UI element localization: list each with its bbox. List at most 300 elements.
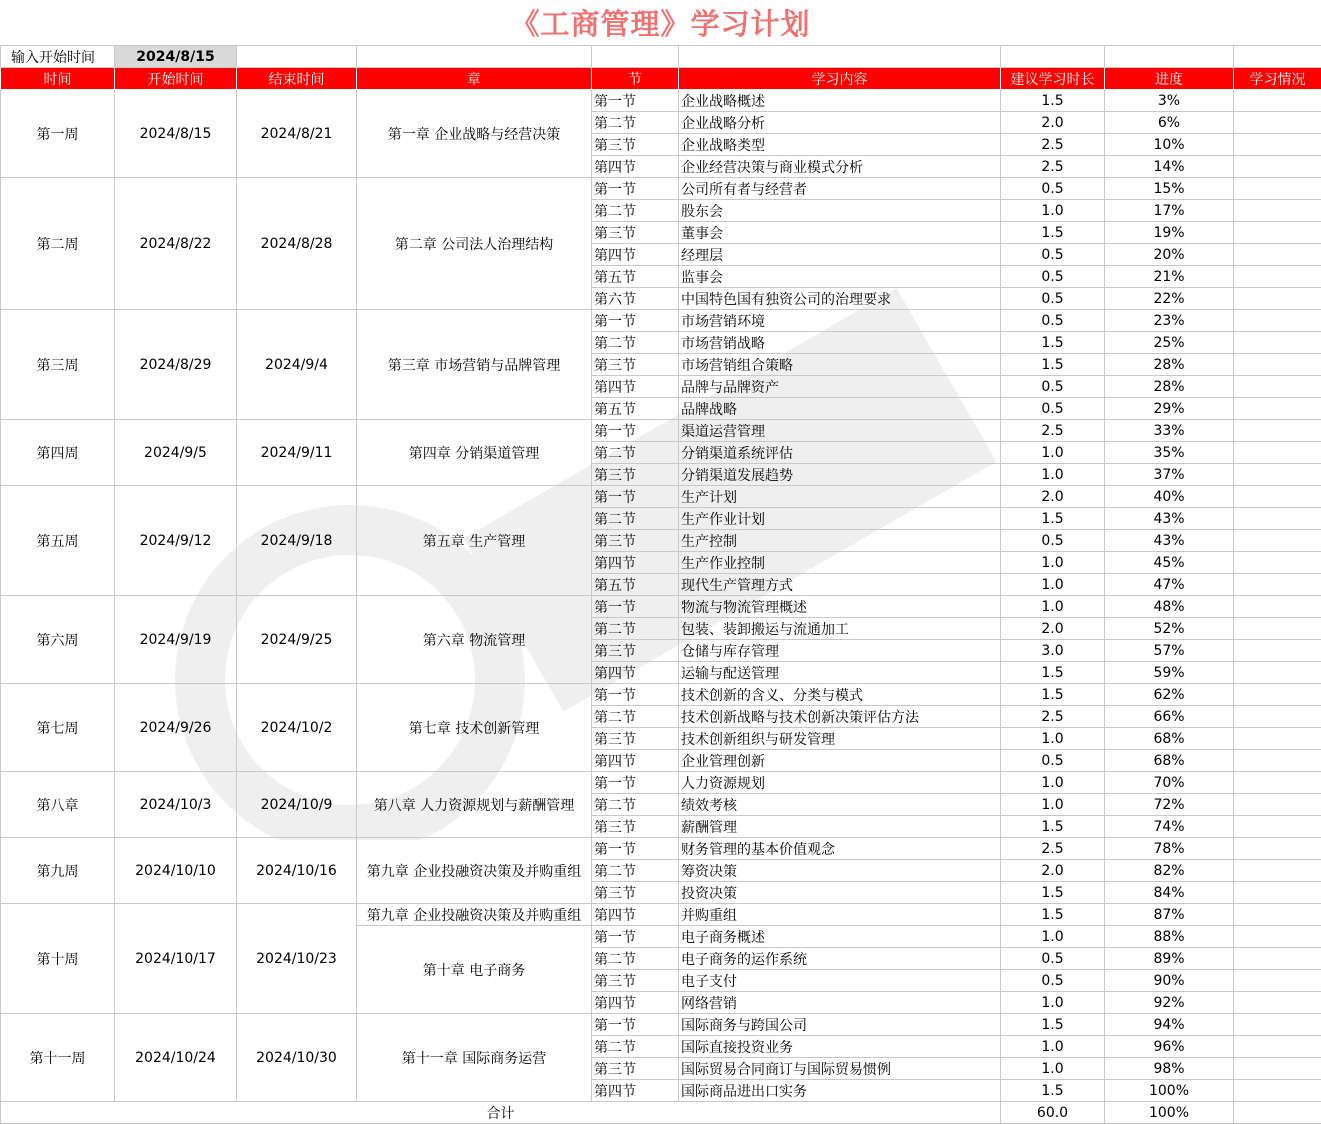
progress-cell: 22%	[1105, 288, 1234, 310]
progress-cell: 92%	[1105, 992, 1234, 1014]
progress-cell: 10%	[1105, 134, 1234, 156]
status-cell[interactable]	[1234, 618, 1321, 640]
total-hours: 60.0	[1001, 1102, 1105, 1124]
content-cell: 品牌与品牌资产	[679, 376, 1001, 398]
end-date-cell: 2024/10/23	[237, 904, 357, 1014]
section-cell: 第一节	[592, 1014, 679, 1036]
progress-cell: 28%	[1105, 376, 1234, 398]
content-cell: 企业管理创新	[679, 750, 1001, 772]
status-cell[interactable]	[1234, 970, 1321, 992]
progress-cell: 15%	[1105, 178, 1234, 200]
hours-cell: 0.5	[1001, 288, 1105, 310]
study-plan-table	[0, 45, 1321, 1124]
content-cell: 中国特色国有独资公司的治理要求	[679, 288, 1001, 310]
content-cell: 企业经营决策与商业模式分析	[679, 156, 1001, 178]
hours-cell: 2.0	[1001, 860, 1105, 882]
content-cell: 企业战略分析	[679, 112, 1001, 134]
start-time-label: 输入开始时间	[1, 46, 115, 68]
section-cell: 第四节	[592, 662, 679, 684]
start-time-input[interactable]: 2024/8/15	[115, 46, 237, 68]
status-cell[interactable]	[1234, 662, 1321, 684]
progress-cell: 14%	[1105, 156, 1234, 178]
status-cell[interactable]	[1234, 860, 1321, 882]
progress-cell: 96%	[1105, 1036, 1234, 1058]
section-cell: 第一节	[592, 420, 679, 442]
content-cell: 电子支付	[679, 970, 1001, 992]
section-cell: 第一节	[592, 838, 679, 860]
progress-cell: 68%	[1105, 750, 1234, 772]
hours-cell: 1.0	[1001, 552, 1105, 574]
status-cell[interactable]	[1234, 134, 1321, 156]
week-cell: 第二周	[1, 178, 115, 310]
progress-cell: 17%	[1105, 200, 1234, 222]
content-cell: 包装、装卸搬运与流通加工	[679, 618, 1001, 640]
page-title: 《工商管理》学习计划	[510, 7, 811, 41]
total-status[interactable]	[1234, 1102, 1321, 1124]
week-cell: 第七周	[1, 684, 115, 772]
progress-cell: 87%	[1105, 904, 1234, 926]
content-cell: 现代生产管理方式	[679, 574, 1001, 596]
status-cell[interactable]	[1234, 266, 1321, 288]
section-cell: 第四节	[592, 1080, 679, 1102]
status-cell[interactable]	[1234, 794, 1321, 816]
section-cell: 第一节	[592, 90, 679, 112]
start-date-cell: 2024/10/10	[115, 838, 237, 904]
progress-cell: 62%	[1105, 684, 1234, 706]
section-cell: 第三节	[592, 1058, 679, 1080]
section-cell: 第二节	[592, 618, 679, 640]
chapter-cell: 第十一章 国际商务运营	[357, 1014, 592, 1102]
start-date-cell: 2024/9/19	[115, 596, 237, 684]
section-cell: 第二节	[592, 508, 679, 530]
progress-cell: 88%	[1105, 926, 1234, 948]
week-cell: 第六周	[1, 596, 115, 684]
hours-cell: 1.5	[1001, 332, 1105, 354]
hours-cell: 2.0	[1001, 112, 1105, 134]
progress-cell: 66%	[1105, 706, 1234, 728]
hours-cell: 1.5	[1001, 1014, 1105, 1036]
content-cell: 市场营销环境	[679, 310, 1001, 332]
section-cell: 第三节	[592, 464, 679, 486]
status-cell[interactable]	[1234, 90, 1321, 112]
progress-cell: 23%	[1105, 310, 1234, 332]
status-cell[interactable]	[1234, 420, 1321, 442]
header-cell: 时间	[1, 68, 115, 90]
status-cell[interactable]	[1234, 530, 1321, 552]
hours-cell: 2.5	[1001, 838, 1105, 860]
hours-cell: 1.0	[1001, 794, 1105, 816]
content-cell: 人力资源规划	[679, 772, 1001, 794]
status-cell[interactable]	[1234, 310, 1321, 332]
section-cell: 第三节	[592, 882, 679, 904]
status-cell[interactable]	[1234, 222, 1321, 244]
content-cell: 企业战略类型	[679, 134, 1001, 156]
hours-cell: 0.5	[1001, 310, 1105, 332]
section-cell: 第二节	[592, 112, 679, 134]
section-cell: 第三节	[592, 354, 679, 376]
hours-cell: 1.0	[1001, 1058, 1105, 1080]
chapter-cell: 第四章 分销渠道管理	[357, 420, 592, 486]
end-date-cell: 2024/9/11	[237, 420, 357, 486]
status-cell[interactable]	[1234, 772, 1321, 794]
status-cell[interactable]	[1234, 1014, 1321, 1036]
chapter-cell: 第六章 物流管理	[357, 596, 592, 684]
content-cell: 筹资决策	[679, 860, 1001, 882]
status-cell[interactable]	[1234, 640, 1321, 662]
content-cell: 市场营销组合策略	[679, 354, 1001, 376]
hours-cell: 1.5	[1001, 508, 1105, 530]
content-cell: 渠道运营管理	[679, 420, 1001, 442]
progress-cell: 19%	[1105, 222, 1234, 244]
content-cell: 投资决策	[679, 882, 1001, 904]
table-row	[1, 178, 1321, 200]
status-cell[interactable]	[1234, 552, 1321, 574]
chapter-cell: 第一章 企业战略与经营决策	[357, 90, 592, 178]
progress-cell: 35%	[1105, 442, 1234, 464]
progress-cell: 94%	[1105, 1014, 1234, 1036]
section-cell: 第二节	[592, 860, 679, 882]
progress-cell: 78%	[1105, 838, 1234, 860]
section-cell: 第三节	[592, 728, 679, 750]
header-cell: 建议学习时长	[1001, 68, 1105, 90]
total-row	[1, 1102, 1321, 1124]
content-cell: 绩效考核	[679, 794, 1001, 816]
section-cell: 第二节	[592, 948, 679, 970]
progress-cell: 74%	[1105, 816, 1234, 838]
section-cell: 第五节	[592, 266, 679, 288]
status-cell[interactable]	[1234, 354, 1321, 376]
hours-cell: 3.0	[1001, 640, 1105, 662]
section-cell: 第一节	[592, 178, 679, 200]
hours-cell: 1.5	[1001, 1080, 1105, 1102]
start-date-cell: 2024/8/22	[115, 178, 237, 310]
content-cell: 技术创新的含义、分类与模式	[679, 684, 1001, 706]
hours-cell: 0.5	[1001, 376, 1105, 398]
section-cell: 第四节	[592, 992, 679, 1014]
status-cell[interactable]	[1234, 684, 1321, 706]
content-cell: 技术创新组织与研发管理	[679, 728, 1001, 750]
chapter-cell: 第三章 市场营销与品牌管理	[357, 310, 592, 420]
progress-cell: 43%	[1105, 530, 1234, 552]
status-cell[interactable]	[1234, 1058, 1321, 1080]
status-cell[interactable]	[1234, 882, 1321, 904]
hours-cell: 0.5	[1001, 398, 1105, 420]
progress-cell: 21%	[1105, 266, 1234, 288]
progress-cell: 100%	[1105, 1080, 1234, 1102]
section-cell: 第五节	[592, 398, 679, 420]
end-date-cell: 2024/9/4	[237, 310, 357, 420]
section-cell: 第二节	[592, 332, 679, 354]
content-cell: 生产作业控制	[679, 552, 1001, 574]
progress-cell: 59%	[1105, 662, 1234, 684]
progress-cell: 82%	[1105, 860, 1234, 882]
end-date-cell: 2024/9/25	[237, 596, 357, 684]
total-label: 合计	[1, 1102, 1001, 1124]
week-cell: 第四周	[1, 420, 115, 486]
end-date-cell: 2024/8/21	[237, 90, 357, 178]
hours-cell: 0.5	[1001, 530, 1105, 552]
table-row	[1, 486, 1321, 508]
progress-cell: 3%	[1105, 90, 1234, 112]
status-cell[interactable]	[1234, 112, 1321, 134]
section-cell: 第三节	[592, 640, 679, 662]
content-cell: 公司所有者与经营者	[679, 178, 1001, 200]
week-cell: 第九周	[1, 838, 115, 904]
hours-cell: 0.5	[1001, 750, 1105, 772]
content-cell: 市场营销战略	[679, 332, 1001, 354]
content-cell: 财务管理的基本价值观念	[679, 838, 1001, 860]
hours-cell: 1.0	[1001, 200, 1105, 222]
header-cell: 进度	[1105, 68, 1234, 90]
status-cell[interactable]	[1234, 948, 1321, 970]
content-cell: 企业战略概述	[679, 90, 1001, 112]
progress-cell: 6%	[1105, 112, 1234, 134]
section-cell: 第四节	[592, 904, 679, 926]
status-cell[interactable]	[1234, 464, 1321, 486]
total-progress: 100%	[1105, 1102, 1234, 1124]
end-date-cell: 2024/8/28	[237, 178, 357, 310]
hours-cell: 0.5	[1001, 970, 1105, 992]
section-cell: 第一节	[592, 596, 679, 618]
status-cell[interactable]	[1234, 156, 1321, 178]
hours-cell: 1.0	[1001, 596, 1105, 618]
status-cell[interactable]	[1234, 706, 1321, 728]
table-row	[1, 684, 1321, 706]
hours-cell: 1.5	[1001, 354, 1105, 376]
hours-cell: 1.5	[1001, 816, 1105, 838]
content-cell: 薪酬管理	[679, 816, 1001, 838]
chapter-cell: 第十章 电子商务	[357, 926, 592, 1014]
table-row	[1, 90, 1321, 112]
status-cell[interactable]	[1234, 750, 1321, 772]
section-cell: 第六节	[592, 288, 679, 310]
status-cell[interactable]	[1234, 442, 1321, 464]
content-cell: 技术创新战略与技术创新决策评估方法	[679, 706, 1001, 728]
status-cell[interactable]	[1234, 332, 1321, 354]
progress-cell: 70%	[1105, 772, 1234, 794]
section-cell: 第二节	[592, 442, 679, 464]
progress-cell: 25%	[1105, 332, 1234, 354]
week-cell: 第十周	[1, 904, 115, 1014]
hours-cell: 2.5	[1001, 134, 1105, 156]
table-row	[1, 1014, 1321, 1036]
start-date-cell: 2024/9/26	[115, 684, 237, 772]
section-cell: 第三节	[592, 134, 679, 156]
header-cell: 节	[592, 68, 679, 90]
end-date-cell: 2024/9/18	[237, 486, 357, 596]
hours-cell: 1.0	[1001, 1036, 1105, 1058]
content-cell: 董事会	[679, 222, 1001, 244]
content-cell: 物流与物流管理概述	[679, 596, 1001, 618]
hours-cell: 1.0	[1001, 728, 1105, 750]
status-cell[interactable]	[1234, 596, 1321, 618]
hours-cell: 0.5	[1001, 244, 1105, 266]
chapter-cell: 第七章 技术创新管理	[357, 684, 592, 772]
header-cell: 学习情况	[1234, 68, 1321, 90]
table-row	[1, 904, 1321, 926]
status-cell[interactable]	[1234, 376, 1321, 398]
status-cell[interactable]	[1234, 200, 1321, 222]
hours-cell: 1.0	[1001, 464, 1105, 486]
content-cell: 分销渠道发展趋势	[679, 464, 1001, 486]
header-cell: 开始时间	[115, 68, 237, 90]
section-cell: 第一节	[592, 772, 679, 794]
table-row	[1, 310, 1321, 332]
end-date-cell: 2024/10/2	[237, 684, 357, 772]
content-cell: 经理层	[679, 244, 1001, 266]
progress-cell: 89%	[1105, 948, 1234, 970]
section-cell: 第四节	[592, 750, 679, 772]
status-cell[interactable]	[1234, 244, 1321, 266]
content-cell: 股东会	[679, 200, 1001, 222]
hours-cell: 2.5	[1001, 706, 1105, 728]
progress-cell: 68%	[1105, 728, 1234, 750]
week-cell: 第一周	[1, 90, 115, 178]
hours-cell: 1.5	[1001, 662, 1105, 684]
start-date-cell: 2024/8/29	[115, 310, 237, 420]
section-cell: 第二节	[592, 1036, 679, 1058]
start-date-cell: 2024/10/3	[115, 772, 237, 838]
section-cell: 第一节	[592, 310, 679, 332]
progress-cell: 43%	[1105, 508, 1234, 530]
section-cell: 第二节	[592, 794, 679, 816]
start-date-cell: 2024/9/12	[115, 486, 237, 596]
hours-cell: 1.0	[1001, 992, 1105, 1014]
progress-cell: 33%	[1105, 420, 1234, 442]
chapter-cell: 第九章 企业投融资决策及并购重组	[357, 904, 592, 926]
section-cell: 第三节	[592, 222, 679, 244]
content-cell: 国际商品进出口实务	[679, 1080, 1001, 1102]
hours-cell: 2.0	[1001, 618, 1105, 640]
week-cell: 第十一周	[1, 1014, 115, 1102]
section-cell: 第四节	[592, 376, 679, 398]
section-cell: 第二节	[592, 706, 679, 728]
section-cell: 第三节	[592, 970, 679, 992]
hours-cell: 1.5	[1001, 90, 1105, 112]
status-cell[interactable]	[1234, 904, 1321, 926]
content-cell: 电子商务概述	[679, 926, 1001, 948]
hours-cell: 2.5	[1001, 156, 1105, 178]
status-cell[interactable]	[1234, 838, 1321, 860]
table-row	[1, 838, 1321, 860]
content-cell: 网络营销	[679, 992, 1001, 1014]
hours-cell: 0.5	[1001, 948, 1105, 970]
chapter-cell: 第五章 生产管理	[357, 486, 592, 596]
hours-cell: 1.0	[1001, 772, 1105, 794]
progress-cell: 40%	[1105, 486, 1234, 508]
content-cell: 电子商务的运作系统	[679, 948, 1001, 970]
content-cell: 并购重组	[679, 904, 1001, 926]
progress-cell: 98%	[1105, 1058, 1234, 1080]
header-cell: 结束时间	[237, 68, 357, 90]
hours-cell: 1.5	[1001, 684, 1105, 706]
header-cell: 学习内容	[679, 68, 1001, 90]
status-cell[interactable]	[1234, 1080, 1321, 1102]
progress-cell: 37%	[1105, 464, 1234, 486]
week-cell: 第三周	[1, 310, 115, 420]
content-cell: 生产控制	[679, 530, 1001, 552]
content-cell: 品牌战略	[679, 398, 1001, 420]
hours-cell: 1.0	[1001, 574, 1105, 596]
progress-cell: 72%	[1105, 794, 1234, 816]
content-cell: 国际贸易合同商订与国际贸易惯例	[679, 1058, 1001, 1080]
progress-cell: 84%	[1105, 882, 1234, 904]
status-cell[interactable]	[1234, 816, 1321, 838]
status-cell[interactable]	[1234, 992, 1321, 1014]
content-cell: 分销渠道系统评估	[679, 442, 1001, 464]
section-cell: 第一节	[592, 926, 679, 948]
table-row	[1, 772, 1321, 794]
week-cell: 第五周	[1, 486, 115, 596]
progress-cell: 48%	[1105, 596, 1234, 618]
start-date-cell: 2024/10/24	[115, 1014, 237, 1102]
hours-cell: 1.0	[1001, 442, 1105, 464]
start-date-cell: 2024/8/15	[115, 90, 237, 178]
start-date-cell: 2024/10/17	[115, 904, 237, 1014]
status-cell[interactable]	[1234, 398, 1321, 420]
hours-cell: 2.0	[1001, 486, 1105, 508]
content-cell: 国际商务与跨国公司	[679, 1014, 1001, 1036]
content-cell: 监事会	[679, 266, 1001, 288]
hours-cell: 1.5	[1001, 904, 1105, 926]
start-date-cell: 2024/9/5	[115, 420, 237, 486]
status-cell[interactable]	[1234, 178, 1321, 200]
status-cell[interactable]	[1234, 486, 1321, 508]
header-cell: 章	[357, 68, 592, 90]
section-cell: 第四节	[592, 244, 679, 266]
status-cell[interactable]	[1234, 728, 1321, 750]
section-cell: 第四节	[592, 156, 679, 178]
section-cell: 第一节	[592, 684, 679, 706]
content-cell: 生产作业计划	[679, 508, 1001, 530]
end-date-cell: 2024/10/30	[237, 1014, 357, 1102]
content-cell: 国际直接投资业务	[679, 1036, 1001, 1058]
chapter-cell: 第二章 公司法人治理结构	[357, 178, 592, 310]
end-date-cell: 2024/10/9	[237, 772, 357, 838]
status-cell[interactable]	[1234, 926, 1321, 948]
status-cell[interactable]	[1234, 508, 1321, 530]
week-cell: 第八章	[1, 772, 115, 838]
hours-cell: 1.5	[1001, 882, 1105, 904]
content-cell: 运输与配送管理	[679, 662, 1001, 684]
section-cell: 第二节	[592, 200, 679, 222]
progress-cell: 29%	[1105, 398, 1234, 420]
section-cell: 第三节	[592, 816, 679, 838]
section-cell: 第三节	[592, 530, 679, 552]
progress-cell: 20%	[1105, 244, 1234, 266]
status-cell[interactable]	[1234, 288, 1321, 310]
hours-cell: 2.5	[1001, 420, 1105, 442]
table-row	[1, 596, 1321, 618]
hours-cell: 0.5	[1001, 178, 1105, 200]
status-cell[interactable]	[1234, 1036, 1321, 1058]
section-cell: 第四节	[592, 552, 679, 574]
progress-cell: 57%	[1105, 640, 1234, 662]
end-date-cell: 2024/10/16	[237, 838, 357, 904]
content-cell: 生产计划	[679, 486, 1001, 508]
start-time-row	[1, 46, 1321, 68]
chapter-cell: 第八章 人力资源规划与薪酬管理	[357, 772, 592, 838]
progress-cell: 47%	[1105, 574, 1234, 596]
progress-cell: 45%	[1105, 552, 1234, 574]
section-cell: 第一节	[592, 486, 679, 508]
table-row	[1, 420, 1321, 442]
chapter-cell: 第九章 企业投融资决策及并购重组	[357, 838, 592, 904]
progress-cell: 52%	[1105, 618, 1234, 640]
progress-cell: 28%	[1105, 354, 1234, 376]
hours-cell: 0.5	[1001, 266, 1105, 288]
status-cell[interactable]	[1234, 574, 1321, 596]
